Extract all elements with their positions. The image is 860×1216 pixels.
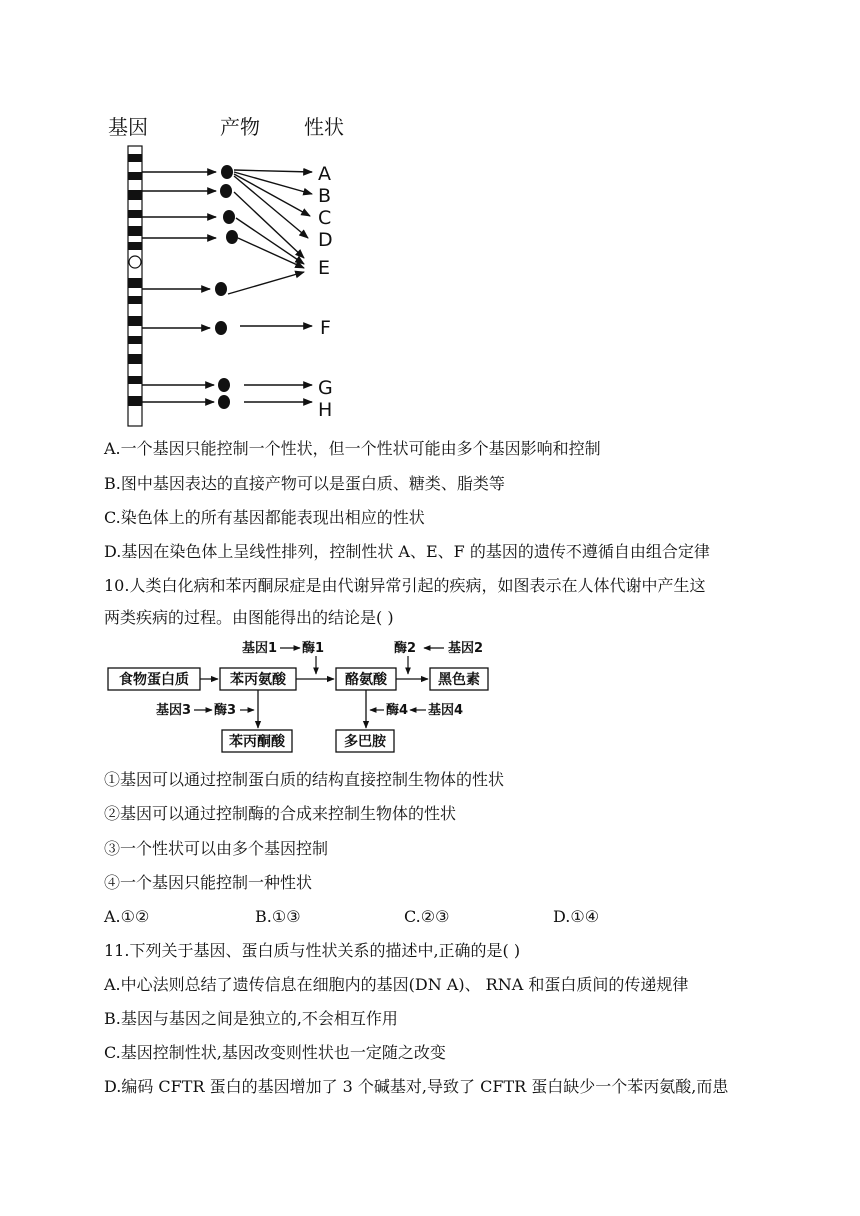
- q11-option-d: D.编码 CFTR 蛋白的基因增加了 3 个碱基对,导致了 CFTR 蛋白缺少一个苯丙氨酸,而患: [104, 1077, 729, 1096]
- gene4-label: 基因4: [428, 703, 464, 718]
- q9-option-c: C.染色体上的所有基因都能表现出相应的性状: [104, 508, 425, 527]
- header-product: 产物: [220, 115, 260, 139]
- enzyme2-label: 酶2: [394, 641, 417, 656]
- q9-option-b: B.图中基因表达的直接产物可以是蛋白质、糖类、脂类等: [104, 474, 505, 493]
- phenylalanine-label: 苯丙氨酸: [230, 672, 286, 688]
- enzyme4-label: 酶4: [386, 703, 409, 718]
- q10-statement-2: ②基因可以通过控制酶的合成来控制生物体的性状: [104, 804, 457, 823]
- gene1-label: 基因1: [242, 641, 278, 656]
- trait-label-c: C: [318, 207, 332, 229]
- trait-label-h: H: [318, 399, 333, 421]
- q10-stem-line1: 10.人类白化病和苯丙酮尿症是由代谢异常引起的疾病，如图表示在人体代谢中产生这: [104, 576, 706, 595]
- food-protein-label: 食物蛋白质: [119, 672, 189, 688]
- q10-statement-1: ①基因可以通过控制蛋白质的结构直接控制生物体的性状: [104, 770, 505, 789]
- q11-option-b: B.基因与基因之间是独立的,不会相互作用: [104, 1009, 398, 1028]
- metabolic-pathway-figure: [104, 636, 504, 754]
- gene-product-trait-figure: [104, 106, 364, 428]
- dopamine-label: 多巴胺: [344, 734, 386, 750]
- trait-label-b: B: [318, 185, 332, 207]
- gene-products: [215, 165, 238, 409]
- trait-label-d: D: [318, 229, 333, 251]
- gene2-label: 基因2: [448, 641, 484, 656]
- trait-label-a: A: [318, 163, 331, 185]
- header-gene: 基因: [108, 115, 148, 139]
- chromosome: [128, 146, 142, 426]
- trait-label-f: F: [320, 317, 331, 339]
- q10-statement-4: ④一个基因只能控制一种性状: [104, 873, 313, 892]
- tyrosine-label: 酪氨酸: [345, 672, 387, 688]
- q9-option-a: A.一个基因只能控制一个性状，但一个性状可能由多个基因影响和控制: [104, 439, 601, 458]
- q10-stem-line2: 两类疾病的过程。由图能得出的结论是( ): [104, 608, 394, 627]
- trait-label-g: G: [318, 377, 333, 399]
- q10-option-a: A.①②: [104, 907, 150, 926]
- header-trait: 性状: [304, 115, 344, 139]
- q10-option-c: C.②③: [404, 907, 450, 926]
- q10-option-d: D.①④: [553, 907, 600, 926]
- q10-option-b: B.①③: [255, 907, 301, 926]
- phenylpyruvate-label: 苯丙酮酸: [229, 734, 285, 750]
- trait-label-e: E: [318, 257, 331, 279]
- q10-statement-3: ③一个性状可以由多个基因控制: [104, 839, 329, 858]
- q9-option-d: D.基因在染色体上呈线性排列，控制性状 A、E、F 的基因的遗传不遵循自由组合定律: [104, 542, 710, 561]
- enzyme1-label: 酶1: [302, 641, 325, 656]
- melanin-label: 黑色素: [438, 672, 480, 688]
- q11-option-a: A.中心法则总结了遗传信息在细胞内的基因(DN A)、 RNA 和蛋白质间的传递规律: [104, 975, 689, 994]
- q11-option-c: C.基因控制性状,基因改变则性状也一定随之改变: [104, 1043, 446, 1062]
- gene3-label: 基因3: [156, 703, 192, 718]
- enzyme3-label: 酶3: [214, 703, 237, 718]
- q11-stem: 11.下列关于基因、蛋白质与性状关系的描述中,正确的是( ): [104, 941, 521, 960]
